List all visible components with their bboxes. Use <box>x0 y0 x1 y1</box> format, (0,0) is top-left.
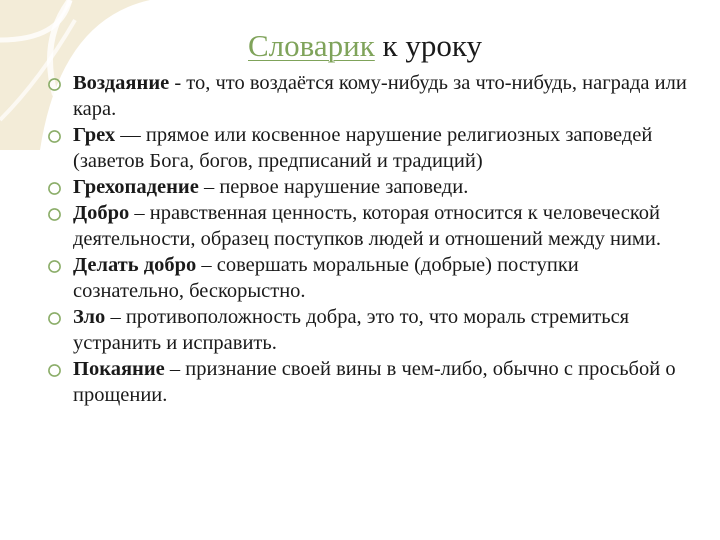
glossary-item <box>48 200 688 252</box>
term: Покаяние <box>73 358 165 380</box>
definition: – совершать моральные (добрые) поступки сознательно, бескорыстно. <box>73 254 579 302</box>
circle-bullet-icon <box>48 130 61 143</box>
title-rest: к уроку <box>374 28 482 63</box>
definition: – противоположность добра, это то, что мораль стремиться устранить и исправить. <box>73 306 630 354</box>
term: Грех <box>73 124 116 146</box>
glossary-item <box>48 356 688 408</box>
definition: — прямое или косвенное нарушение религиозных заповедей (заветов Бога, богов, предписаний и традиций) <box>73 124 653 172</box>
glossary-item <box>48 70 688 122</box>
term: Воздаяние <box>73 72 170 94</box>
definition: – первое нарушение заповеди. <box>198 176 469 198</box>
term: Грехопадение <box>73 176 199 198</box>
glossary-item <box>48 174 688 200</box>
title-link[interactable]: Словарик <box>248 28 375 63</box>
definition: – признание своей вины в чем-либо, обычно с просьбой о прощении. <box>73 358 676 406</box>
circle-bullet-icon <box>48 78 61 91</box>
term: Делать добро <box>73 254 197 276</box>
circle-bullet-icon <box>48 260 61 273</box>
term: Добро <box>73 202 130 224</box>
circle-bullet-icon <box>48 208 61 221</box>
definition: – нравственная ценность, которая относится к человеческой деятельности, образец поступков людей и отношений между ними. <box>73 202 661 250</box>
circle-bullet-icon <box>48 312 61 325</box>
glossary-item <box>48 122 688 174</box>
glossary-item <box>48 252 688 304</box>
circle-bullet-icon <box>48 364 61 377</box>
definition: - то, что воздаётся кому-нибудь за что-нибудь, награда или кара. <box>73 72 687 120</box>
slide-title <box>0 26 720 66</box>
circle-bullet-icon <box>48 182 61 195</box>
glossary-item <box>48 304 688 356</box>
term: Зло <box>73 306 106 328</box>
glossary-list <box>48 70 688 408</box>
